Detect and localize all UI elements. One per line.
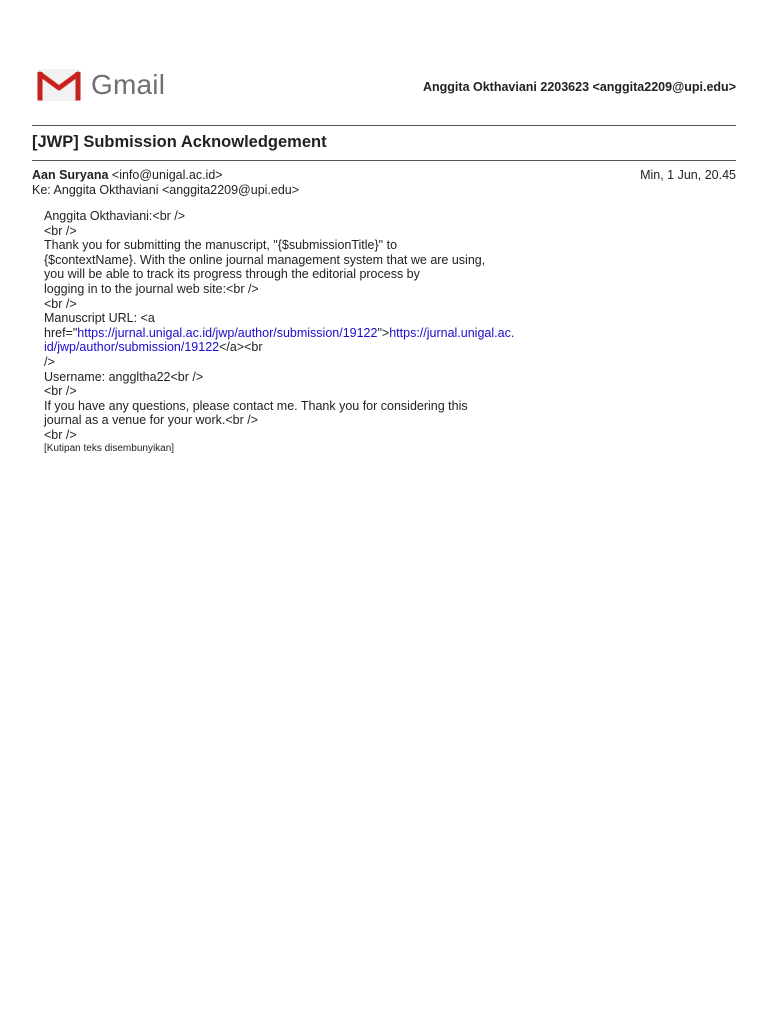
body-line: Username: anggltha22<br />: [44, 369, 204, 384]
recipient-line: Ke: Anggita Okthaviani <anggita2209@upi.edu>: [32, 183, 300, 197]
body-line: [44, 326, 564, 341]
hidden-quote-toggle[interactable]: [Kutipan teks disembunyikan]: [44, 443, 175, 454]
body-line: logging in to the journal web site:<br />: [44, 281, 259, 296]
sender-line: [32, 168, 223, 182]
email-body: [44, 209, 564, 443]
email-subject: [JWP] Submission Acknowledgement: [32, 133, 327, 151]
sender-name: Aan Suryana: [32, 168, 109, 182]
body-line: you will be able to track its progress through the editorial process by: [44, 267, 420, 282]
gmail-wordmark: Gmail: [91, 69, 166, 100]
body-line: <br />: [44, 296, 77, 311]
body-line: Thank you for submitting the manuscript, "{$submissionTitle}" to: [44, 238, 398, 253]
body-line: Manuscript URL: <a: [44, 311, 155, 326]
subject-divider: [32, 160, 736, 161]
body-line: Anggita Okthaviani:<br />: [44, 209, 186, 223]
body-line: <br />: [44, 427, 77, 442]
body-line: />: [44, 354, 55, 369]
header-divider: [32, 125, 736, 126]
print-header: [32, 64, 736, 110]
gmail-logo: [37, 69, 165, 101]
sender-email: <info@unigal.ac.id>: [111, 168, 223, 182]
body-line: If you have any questions, please contact me. Thank you for considering this: [44, 398, 468, 413]
gmail-m-icon: [37, 69, 81, 101]
manuscript-link[interactable]: https://jurnal.unigal.ac.: [389, 325, 515, 340]
body-line: <br />: [44, 223, 77, 238]
manuscript-link-href[interactable]: https://jurnal.unigal.ac.id/jwp/author/submission/19122: [77, 325, 378, 340]
account-label: Anggita Okthaviani 2203623 <anggita2209@upi.edu>: [423, 80, 736, 94]
manuscript-link-continued[interactable]: id/jwp/author/submission/19122: [44, 340, 220, 355]
body-text: href=": [44, 325, 78, 340]
body-text: </a><br: [219, 340, 263, 355]
body-line: journal as a venue for your work.<br />: [44, 413, 259, 428]
email-date: Min, 1 Jun, 20.45: [640, 168, 736, 182]
body-text: ">: [377, 325, 390, 340]
body-line: [44, 340, 564, 355]
body-line: {$contextName}. With the online journal management system that we are using,: [44, 252, 486, 267]
body-line: <br />: [44, 384, 77, 399]
